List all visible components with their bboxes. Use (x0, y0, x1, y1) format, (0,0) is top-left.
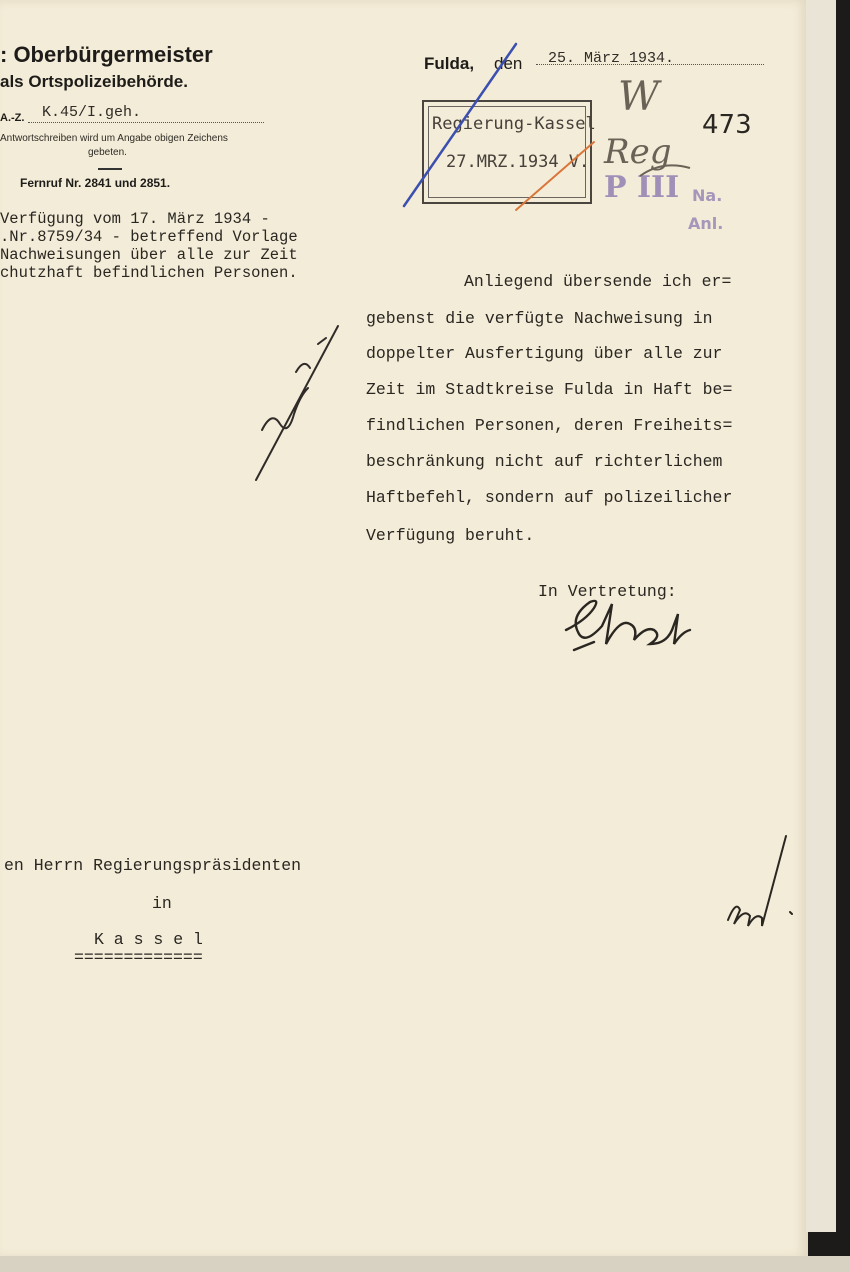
body-line-4: Zeit im Stadtkreise Fulda in Haft be= (366, 380, 733, 399)
file-number-label: A.-Z. (0, 112, 25, 124)
body-line-7: Haftbefehl, sondern auf polizeilicher (366, 488, 733, 507)
body-line-8: Verfügung beruht. (366, 526, 535, 545)
body-line-3: doppelter Ausfertigung über alle zur (366, 344, 723, 363)
phone-numbers: Fernruf Nr. 2841 und 2851. (20, 176, 171, 190)
date-prefix: den (494, 54, 523, 73)
reference-line-1: Verfügung vom 17. März 1934 - (0, 210, 270, 228)
recipient-line-1: en Herrn Regierungspräsidenten (4, 856, 302, 875)
recipient-city: K a s s e l (94, 930, 203, 949)
blue-pencil-stroke (404, 44, 516, 206)
violet-stamp-na: Na. (692, 186, 723, 205)
letterhead-subtitle: als Ortspolizeibehörde. (0, 72, 188, 91)
orange-pencil-stroke (516, 142, 594, 210)
receipt-stamp-date: 27.MRZ.1934 V. (446, 152, 590, 172)
closing-phrase: In Vertretung: (538, 582, 677, 601)
handwritten-initials-top: W (618, 74, 660, 120)
file-number-value: K.45/I.geh. (42, 104, 142, 121)
handwritten-underscore (640, 165, 690, 176)
handwritten-initials-bottom (728, 836, 792, 926)
recipient-line-2: in (152, 894, 172, 913)
body-line-1: Anliegend übersende ich er= (464, 272, 732, 291)
letterhead-title: : Oberbürgermeister (0, 42, 213, 67)
reference-line-3: Nachweisungen über alle zur Zeit (0, 246, 298, 264)
body-line-6: beschränkung nicht auf richterlichem (366, 452, 723, 471)
violet-stamp-department: P III (604, 170, 680, 205)
handwritten-margin-note (256, 326, 338, 480)
reply-note-line2: gebeten. (88, 147, 127, 158)
receipt-stamp-office: Regierung-Kassel (432, 114, 596, 134)
handwritten-registry-mark: Reg (604, 132, 672, 172)
body-line-2: gebenst die verfügte Nachweisung in (366, 309, 713, 328)
recipient-underline: ============= (74, 948, 203, 967)
reply-note-line1: Antwortschreiben wird um Angabe obigen Zeichens (0, 133, 228, 144)
violet-stamp-anl: Anl. (688, 214, 724, 233)
page-number: 473 (702, 110, 752, 140)
body-line-5: findlichen Personen, deren Freiheits= (366, 416, 733, 435)
reference-line-4: chutzhaft befindlichen Personen. (0, 264, 298, 282)
letter-date: 25. März 1934. (548, 50, 675, 67)
reference-line-2: .Nr.8759/34 - betreffend Vorlage (0, 228, 298, 246)
place-name: Fulda, (424, 54, 475, 73)
signature (566, 601, 690, 650)
